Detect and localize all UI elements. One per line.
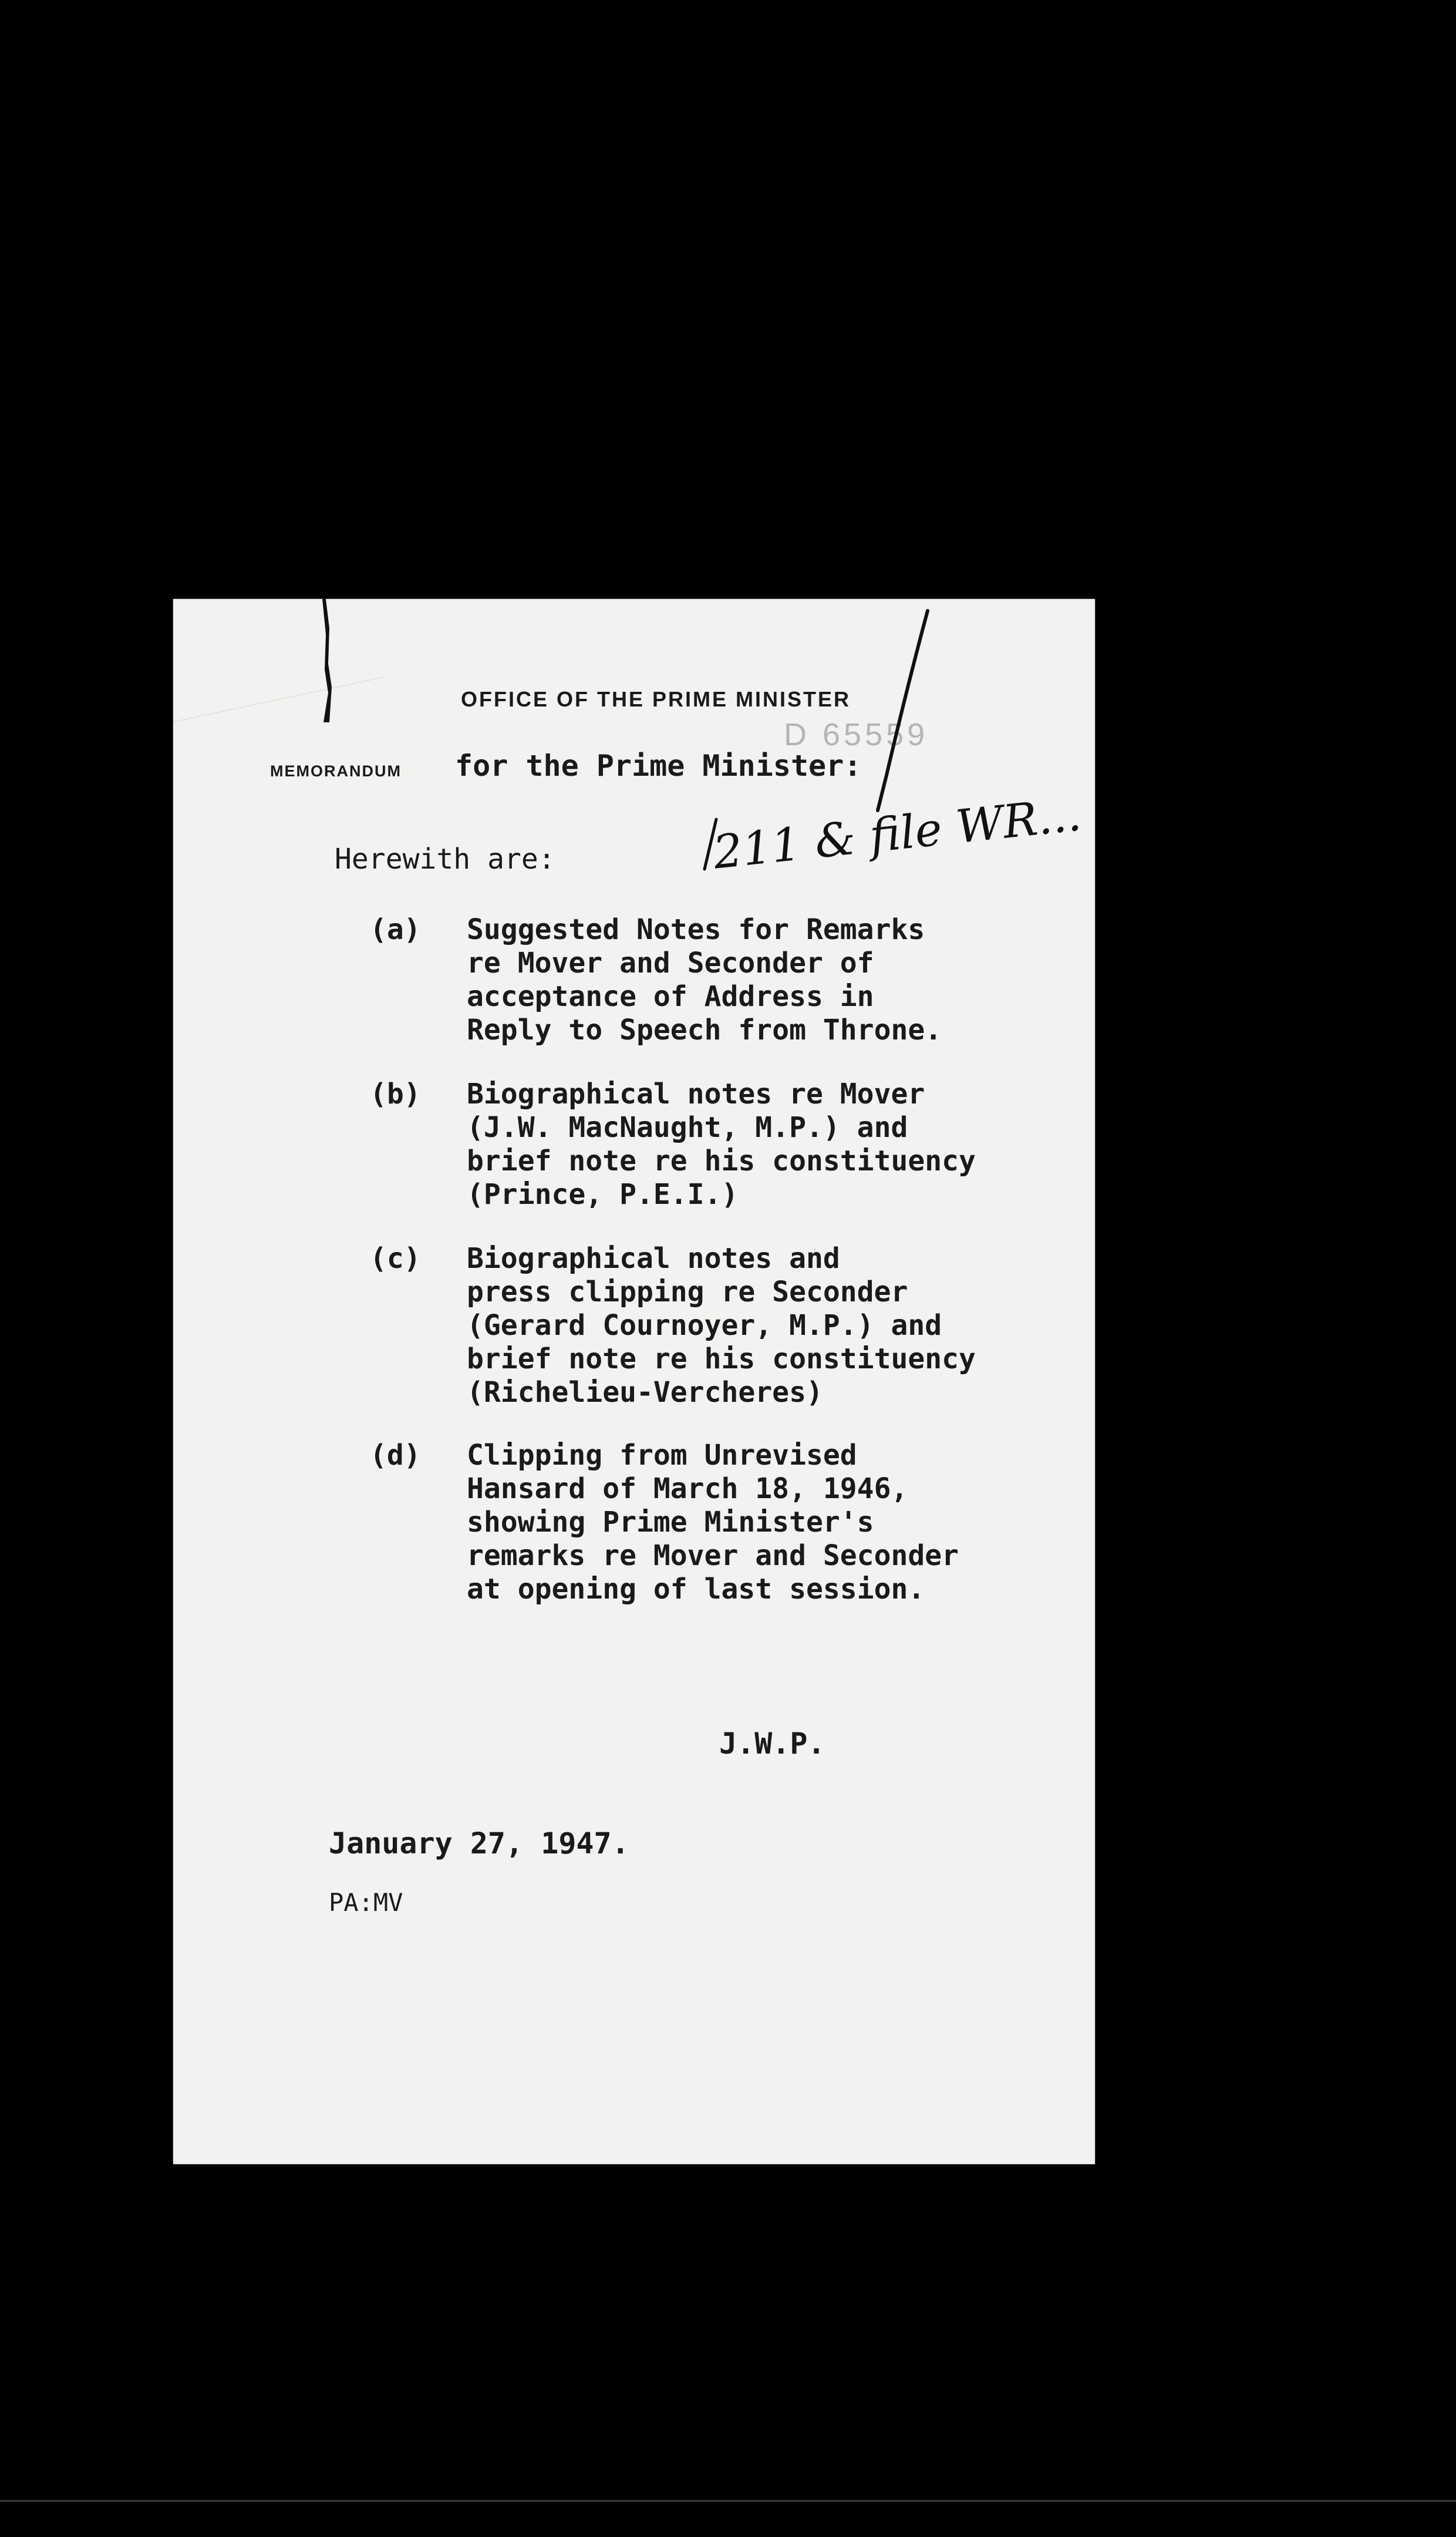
item-line: re Mover and Seconder of xyxy=(467,947,874,980)
memo-date: January 27, 1947. xyxy=(329,1826,629,1860)
item-line: acceptance of Address in xyxy=(467,980,874,1013)
item-line: (Gerard Cournoyer, M.P.) and xyxy=(467,1309,942,1342)
reference-initials: PA:MV xyxy=(329,1888,403,1917)
intro-text: Herewith are: xyxy=(335,843,555,876)
item-line: brief note re his constituency xyxy=(467,1145,976,1177)
item-line: (Richelieu-Vercheres) xyxy=(467,1376,823,1409)
signature-initials: J.W.P. xyxy=(719,1727,825,1761)
scan-edge-rule xyxy=(0,2500,1456,2502)
file-number-stamp: D 65559 xyxy=(784,717,929,752)
item-line: remarks re Mover and Seconder xyxy=(467,1539,959,1572)
handwritten-note: 211 & file WR... xyxy=(710,788,1084,880)
item-letter: (a) xyxy=(370,913,421,946)
item-line: Biographical notes re Mover xyxy=(467,1078,925,1111)
item-letter: (c) xyxy=(370,1242,421,1275)
memo-addressee: for the Prime Minister: xyxy=(455,749,862,783)
item-line: (J.W. MacNaught, M.P.) and xyxy=(467,1111,908,1144)
memorandum-label: MEMORANDUM xyxy=(270,762,402,780)
item-letter: (b) xyxy=(370,1078,421,1111)
item-line: press clipping re Seconder xyxy=(467,1276,908,1308)
memorandum-page xyxy=(173,599,1095,2164)
office-header: OFFICE OF THE PRIME MINISTER xyxy=(461,687,851,711)
pen-slash-mark xyxy=(878,611,928,810)
item-line: showing Prime Minister's xyxy=(467,1506,874,1539)
item-letter: (d) xyxy=(370,1439,421,1472)
item-line: brief note re his constituency xyxy=(467,1342,976,1375)
handwriting-overlay xyxy=(173,599,1095,2164)
item-line: Reply to Speech from Throne. xyxy=(467,1014,942,1047)
item-line: at opening of last session. xyxy=(467,1573,925,1606)
item-line: Biographical notes and xyxy=(467,1242,840,1275)
item-line: Suggested Notes for Remarks xyxy=(467,913,925,946)
item-line: Hansard of March 18, 1946, xyxy=(467,1472,908,1505)
item-line: Clipping from Unrevised xyxy=(467,1439,857,1472)
item-line: (Prince, P.E.I.) xyxy=(467,1178,739,1211)
